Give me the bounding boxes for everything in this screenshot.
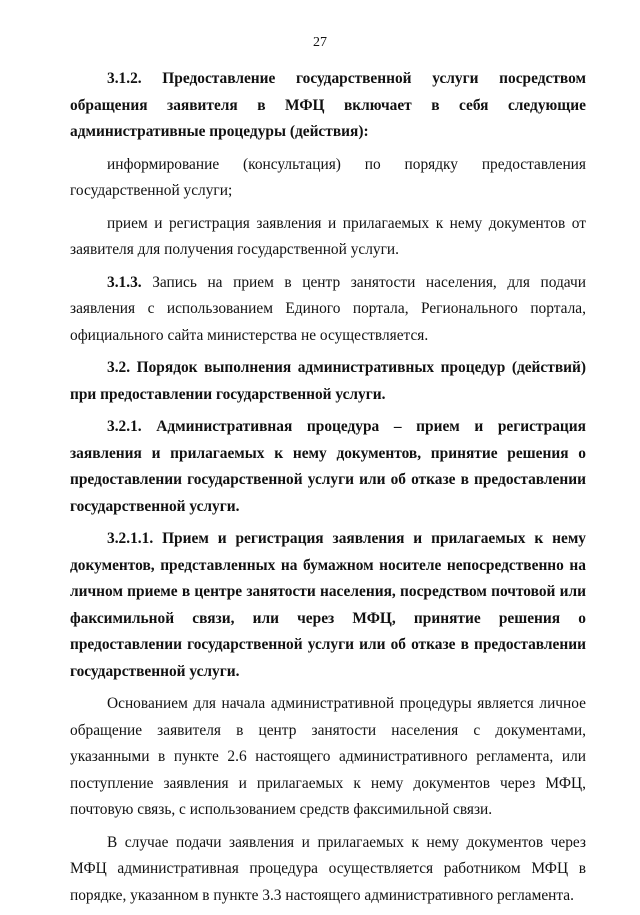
paragraph-3-1-3 [70, 270, 586, 350]
paragraph-basis: Основанием для начала административной процедуры является личное обращение заявителя в центр занятости населения с документами, указанными в пункте 2.6 настоящего административного регламента, или поступление заявления и прилагаемых к нему документов через МФЦ, почтовую связь, с использованием средств факсимильной связи. [70, 695, 586, 818]
paragraph-3-1-2: 3.1.2. Предоставление государственной услуги посредством обращения заявителя в МФЦ включает в себя следующие административные процедуры (действия): [70, 70, 586, 140]
page-number: 27 [313, 35, 327, 50]
paragraph-informing: информирование (консультация) по порядку предоставления государственной услуги; [70, 155, 586, 199]
clause-number-3-1-3: 3.1.3. [107, 273, 142, 291]
document-body [70, 66, 586, 915]
paragraph-3-2-1-1: 3.2.1.1. Прием и регистрация заявления и прилагаемых к нему документов, представленных на бумажном носителе непосредственно на личном приеме в центре занятости населения, посредством почтовой или факсимильной связи, или через МФЦ, принятие решения о предоставлении государственной услуги или об отказе в предоставлении государственной услуги. [70, 530, 586, 680]
paragraph-mfc-case: В случае подачи заявления и прилагаемых к нему документов через МФЦ административная процедура осуществляется работником МФЦ в порядке, указанном в пункте 3.3 настоящего административного регламента. [70, 833, 586, 904]
paragraph-reception: прием и регистрация заявления и прилагаемых к нему документов от заявителя для получения государственной услуги. [70, 214, 586, 258]
paragraph-3-2-1: 3.2.1. Административная процедура – прием и регистрация заявления и прилагаемых к нему документов, принятие решения о предоставлении государственной услуги или об отказе в предоставлении государственной услуги. [70, 418, 586, 515]
clause-text-3-1-3: Запись на прием в центр занятости населения, для подачи заявления с использованием Единого портала, Регионального портала, официального сайта министерства не осуществляется. [70, 273, 586, 344]
paragraph-3-2: 3.2. Порядок выполнения административных процедур (действий) при предоставлении государственной услуги. [70, 359, 586, 403]
